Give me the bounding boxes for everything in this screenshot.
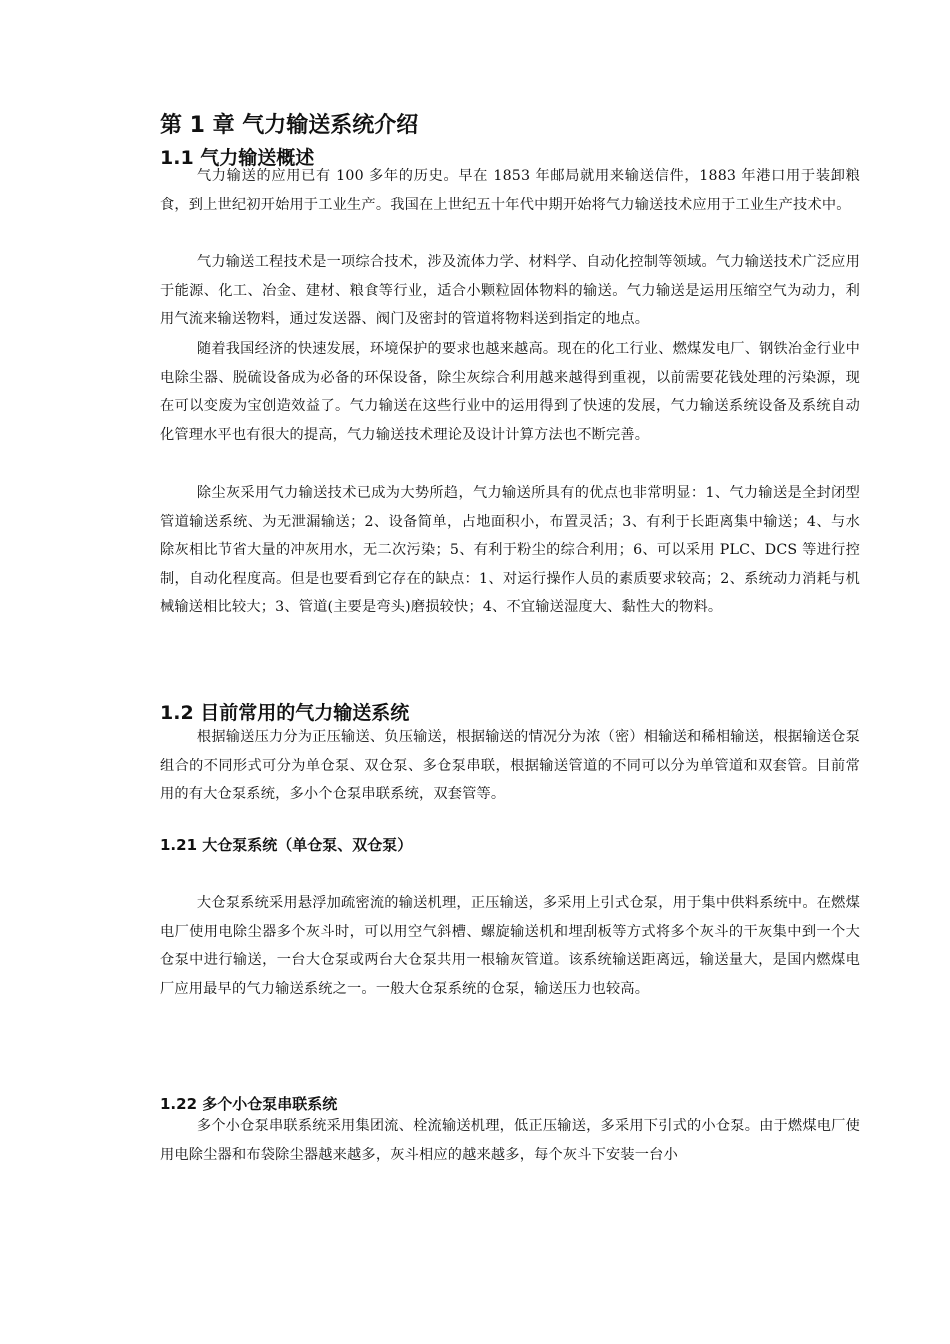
paragraph-1-1-a: 气力输送的应用已有 100 多年的历史。早在 1853 年邮局就用来输送信件，1883 年港口用于装卸粮食，到上世纪初开始用于工业生产。我国在上世纪五十年代中期开始将气力输送技术应用于工业生产技术中。: [160, 168, 860, 213]
paragraph-1-1-d: 除尘灰采用气力输送技术已成为大势所趋，气力输送所具有的优点也非常明显：1、气力输送是全封闭型管道输送系统、为无泄漏输送；2、设备简单，占地面积小，布置灵活；3、有利于长距离集中输送；4、与水除灰相比节省大量的冲灰用水，无二次污染；5、有利于粉尘的综合利用；6、可以采用 PLC、DCS 等进行控制，自动化程度高。但是也要看到它存在的缺点：1、对运行操作人员的素质要求较高；2、系统动力消耗与机械输送相比较大；3、管道(主要是弯头)磨损较快；4、不宜输送湿度大、黏性大的物料。: [160, 485, 860, 616]
chapter-title: 第 1 章 气力输送系统介绍: [160, 113, 419, 138]
paragraph-1-2-a: 根据输送压力分为正压输送、负压输送，根据输送的情况分为浓（密）相输送和稀相输送，根据输送仓泵组合的不同形式可分为单仓泵、双仓泵、多仓泵串联，根据输送管道的不同可以分为单管道和双套管。目前常用的有大仓泵系统，多小个仓泵串联系统，双套管等。: [160, 729, 860, 803]
subsection-title-1-21: 1.21 大仓泵系统（单仓泵、双仓泵）: [160, 836, 413, 854]
subsection-title-1-22: 1.22 多个小仓泵串联系统: [160, 1095, 338, 1113]
paragraph-1-1-c: 随着我国经济的快速发展，环境保护的要求也越来越高。现在的化工行业、燃煤发电厂、钢铁冶金行业中电除尘器、脱硫设备成为必备的环保设备，除尘灰综合利用越来越得到重视，以前需要花钱处理的污染源，现在可以变废为宝创造效益了。气力输送在这些行业中的运用得到了快速的发展，气力输送系统设备及系统自动化管理水平也有很大的提高，气力输送技术理论及设计计算方法也不断完善。: [160, 341, 860, 443]
paragraph-1-22-a: 多个小仓泵串联系统采用集团流、栓流输送机理，低正压输送，多采用下引式的小仓泵。由于燃煤电厂使用电除尘器和布袋除尘器越来越多，灰斗相应的越来越多，每个灰斗下安装一台小: [160, 1118, 860, 1163]
paragraph-1-21-a: 大仓泵系统采用悬浮加疏密流的输送机理，正压输送，多采用上引式仓泵，用于集中供料系统中。在燃煤电厂使用电除尘器多个灰斗时，可以用空气斜槽、螺旋输送机和埋刮板等方式将多个灰斗的干灰集中到一个大仓泵中进行输送，一台大仓泵或两台大仓泵共用一根输灰管道。该系统输送距离远，输送量大，是国内燃煤电厂应用最早的气力输送系统之一。一般大仓泵系统的仓泵，输送压力也较高。: [160, 895, 860, 997]
paragraph-1-1-b: 气力输送工程技术是一项综合技术，涉及流体力学、材料学、自动化控制等领域。气力输送技术广泛应用于能源、化工、冶金、建材、粮食等行业，适合小颗粒固体物料的输送。气力输送是运用压缩空气为动力，利用气流来输送物料，通过发送器、阀门及密封的管道将物料送到指定的地点。: [160, 254, 860, 328]
section-title-1-1: 1.1 气力输送概述: [160, 147, 315, 169]
section-title-1-2: 1.2 目前常用的气力输送系统: [160, 702, 410, 724]
